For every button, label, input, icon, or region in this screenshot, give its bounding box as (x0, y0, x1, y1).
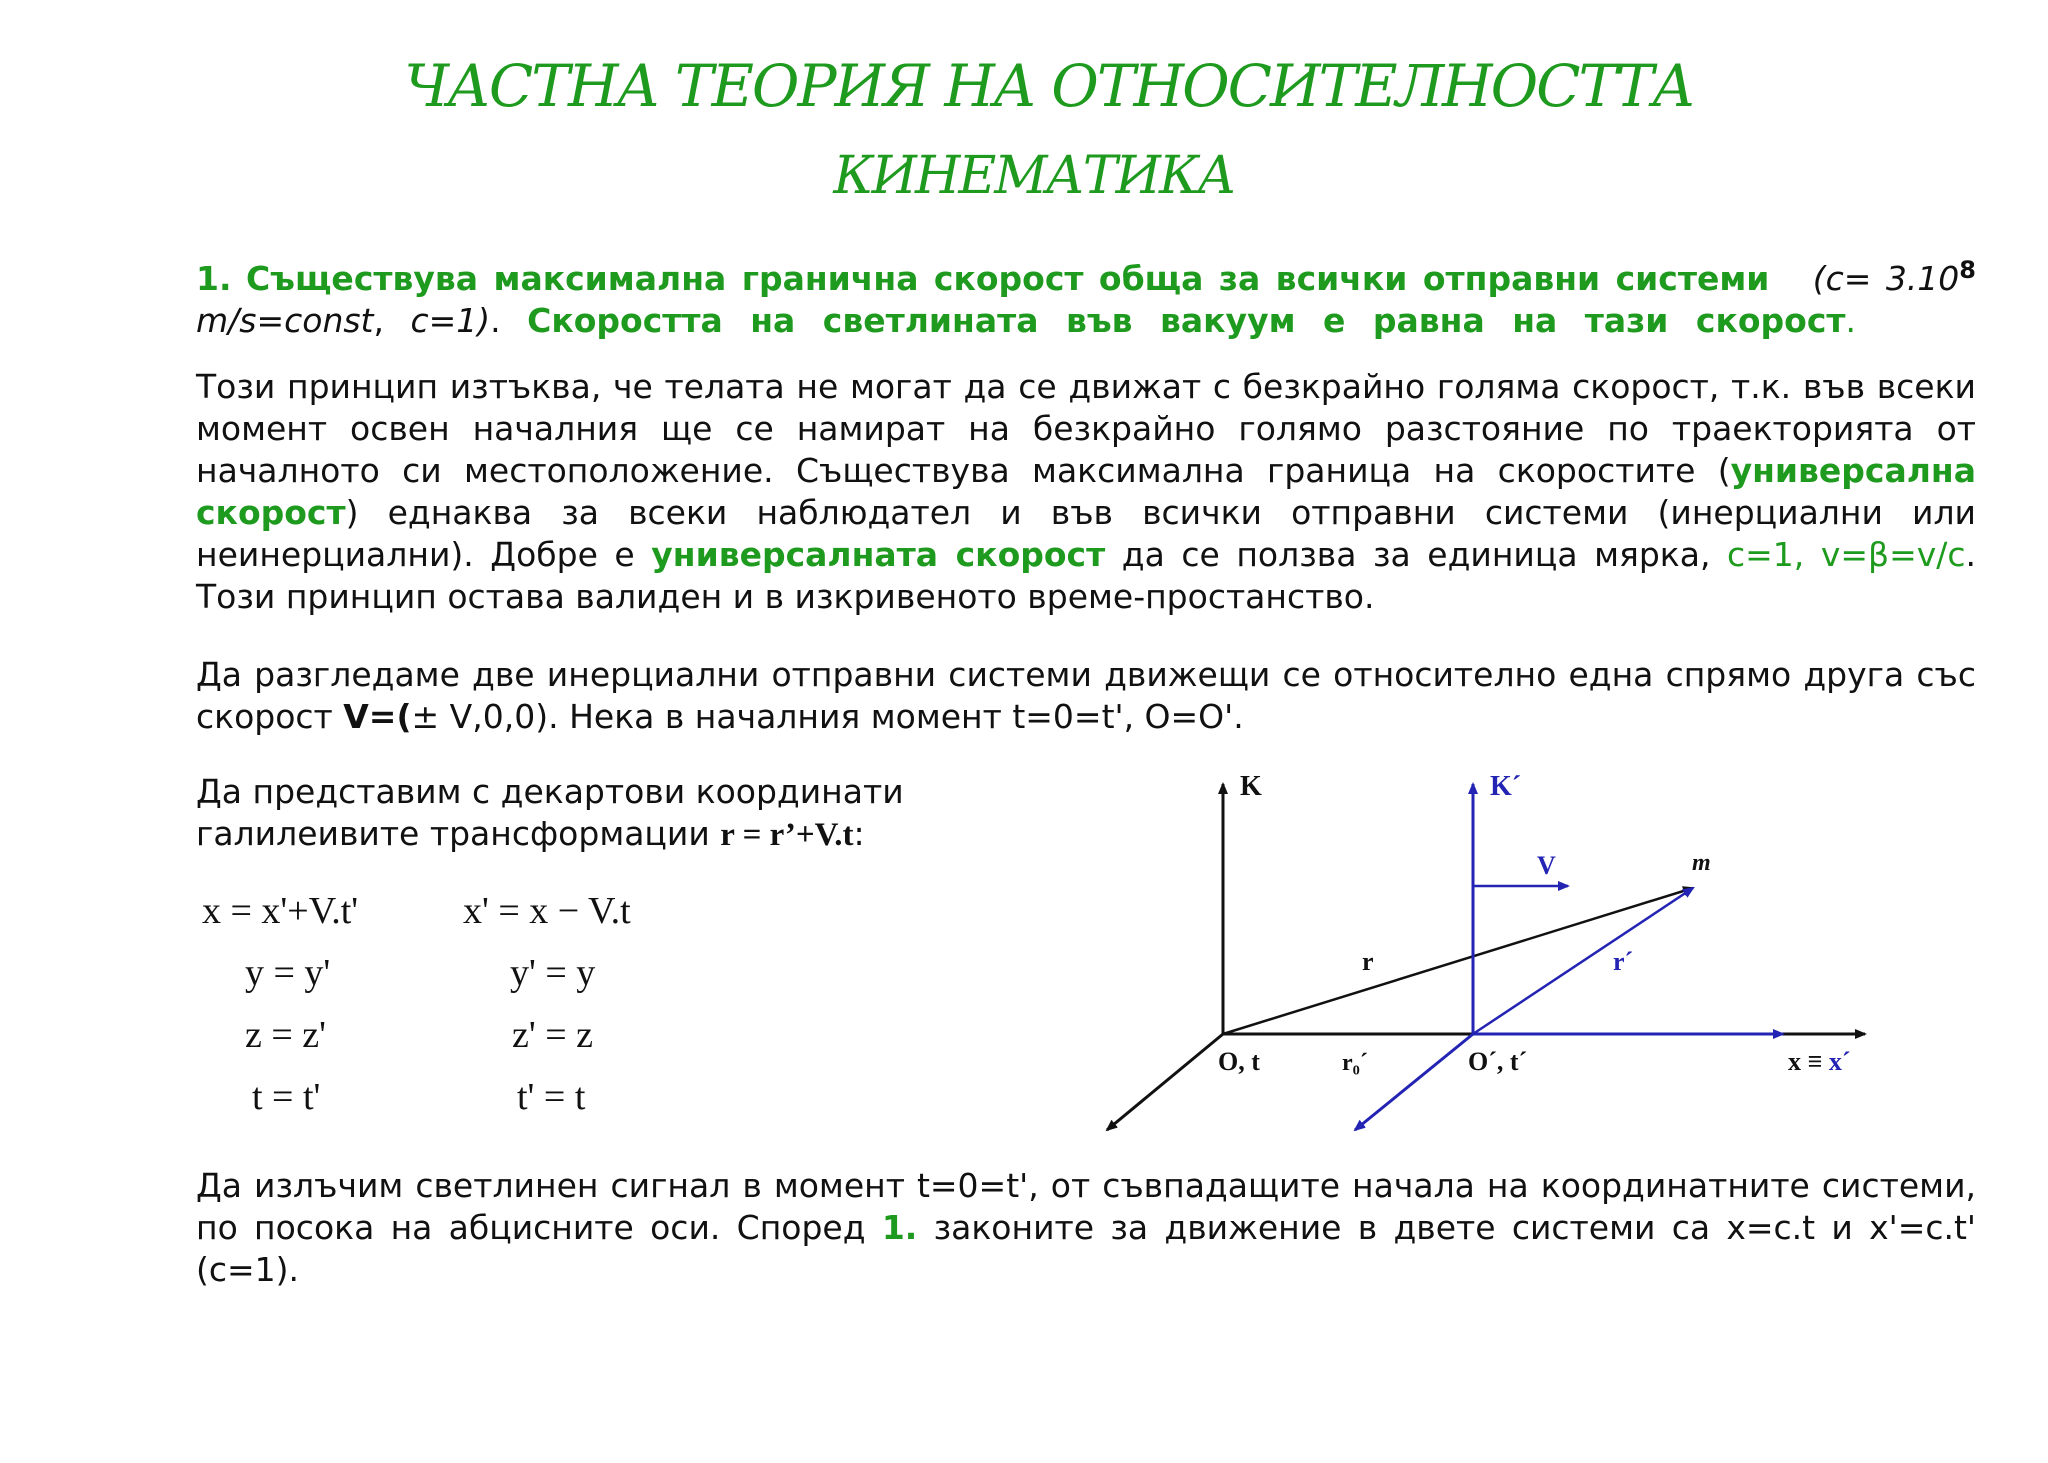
principle-number: 1. (196, 259, 232, 298)
period-green: . (1845, 301, 1857, 340)
reference-frames-diagram (1090, 770, 1890, 1140)
signal-text-1: Да излъчим светлинен сигнал в момент t=0=t', от съвпадащите начала на координатните системи, по посока на абцисните оси. Според (196, 1166, 1976, 1247)
page-title: ЧАСТНА ТЕОРИЯ НА ОТНОСИТЕЛНОСТТА (404, 52, 1694, 120)
depth-prime-axis (1355, 1034, 1473, 1130)
signal-text-2: законите за движение в двете системи са x=c.t и x'=c.t' (c=1). (196, 1208, 1977, 1289)
light-signal-paragraph (196, 1165, 1976, 1291)
explanation-text-3: да се ползва за единица мярка, (1105, 535, 1727, 574)
inertial-text-2: ± V,0,0). Нека в началния момент t=0=t', O=O'. (411, 697, 1244, 736)
label-x-axis (1788, 1047, 1851, 1076)
speed-base: 3.10 (1885, 259, 1960, 298)
galilean-colon: : (853, 814, 865, 853)
explanation-text-2: ) еднаква за всеки наблюдател и във всички отправни системи (инерциални или неинерциални). Добре е (196, 493, 1976, 574)
page-subtitle: КИНЕМАТИКА (833, 146, 1235, 206)
label-x: x ≡ (1788, 1047, 1829, 1076)
galilean-line-1: Да представим с декартови координати (196, 772, 904, 811)
label-origin: O, t (1218, 1047, 1260, 1076)
depth-axis (1107, 1034, 1223, 1130)
label-k-prime: K´ (1490, 771, 1522, 802)
explanation-text-1: Този принцип изтъква, че телата не могат да се движат с безкрайно голяма скорост, т.к. във всеки момент освен началния ще се намират на безкрайно голямо разстояние по траекторията от началното си местоположение. Съществува максимална граница на скоростите ( (196, 367, 1976, 490)
r-prime-vector (1473, 888, 1693, 1034)
label-x-prime: x´ (1828, 1047, 1851, 1076)
galilean-intro (196, 771, 956, 856)
label-k: K (1240, 771, 1262, 802)
eq-left-x: x = x'+V.t' (202, 890, 359, 932)
eq-right-t: t' = t (517, 1076, 586, 1118)
c-equals-one: c=1) (410, 301, 491, 340)
label-r-prime: r´ (1613, 947, 1634, 976)
period: . (490, 301, 501, 340)
speed-exponent: 8 (1959, 256, 1976, 284)
universal-speed-term: универсална скорост (196, 451, 1976, 532)
unit-formula: c=1, v=β=v/c (1727, 535, 1966, 574)
velocity-vector: V=( (343, 697, 412, 736)
explanation-text-4: . Този принцип остава валиден и в изкривеното време-простанство. (196, 535, 1977, 616)
principle-statement: Съществува максимална гранична скорост обща за всички отправни системи (245, 259, 1770, 298)
inertial-systems-paragraph (196, 654, 1976, 738)
eq-left-z: z = z' (245, 1014, 327, 1056)
speed-separator: , (373, 301, 411, 340)
principle-explanation (196, 366, 1976, 618)
galilean-line-2 (196, 813, 956, 856)
eq-right-y: y' = y (510, 952, 596, 994)
label-v: V (1537, 851, 1556, 880)
speed-paren-open: (c= (1812, 259, 1872, 298)
universal-speed-term-2: универсалната скорост (651, 535, 1106, 574)
galilean-formula: r = r’+V.t (720, 817, 854, 853)
principle-reference: 1. (881, 1208, 918, 1247)
eq-right-z: z' = z (512, 1014, 594, 1056)
label-origin-prime: O´, t´ (1468, 1047, 1528, 1076)
label-r0-prime: r₀´ (1342, 1050, 1368, 1076)
speed-units: m/s=const (196, 301, 374, 340)
eq-left-t: t = t' (252, 1076, 321, 1118)
inertial-text-1: Да разгледаме две инерциални отправни системи движещи се относително една спрямо друга със скорост (196, 655, 1976, 736)
light-speed-statement: Скоростта на светлината във вакуум е равна на тази скорост (527, 301, 1846, 340)
eq-left-y: y = y' (245, 952, 331, 994)
principle-paragraph (196, 249, 1976, 342)
label-m: m (1692, 850, 1711, 876)
label-r: r (1362, 947, 1374, 976)
galilean-line-2-text: галилеивите трансформации (196, 814, 721, 853)
eq-right-x: x' = x − V.t (463, 890, 631, 932)
